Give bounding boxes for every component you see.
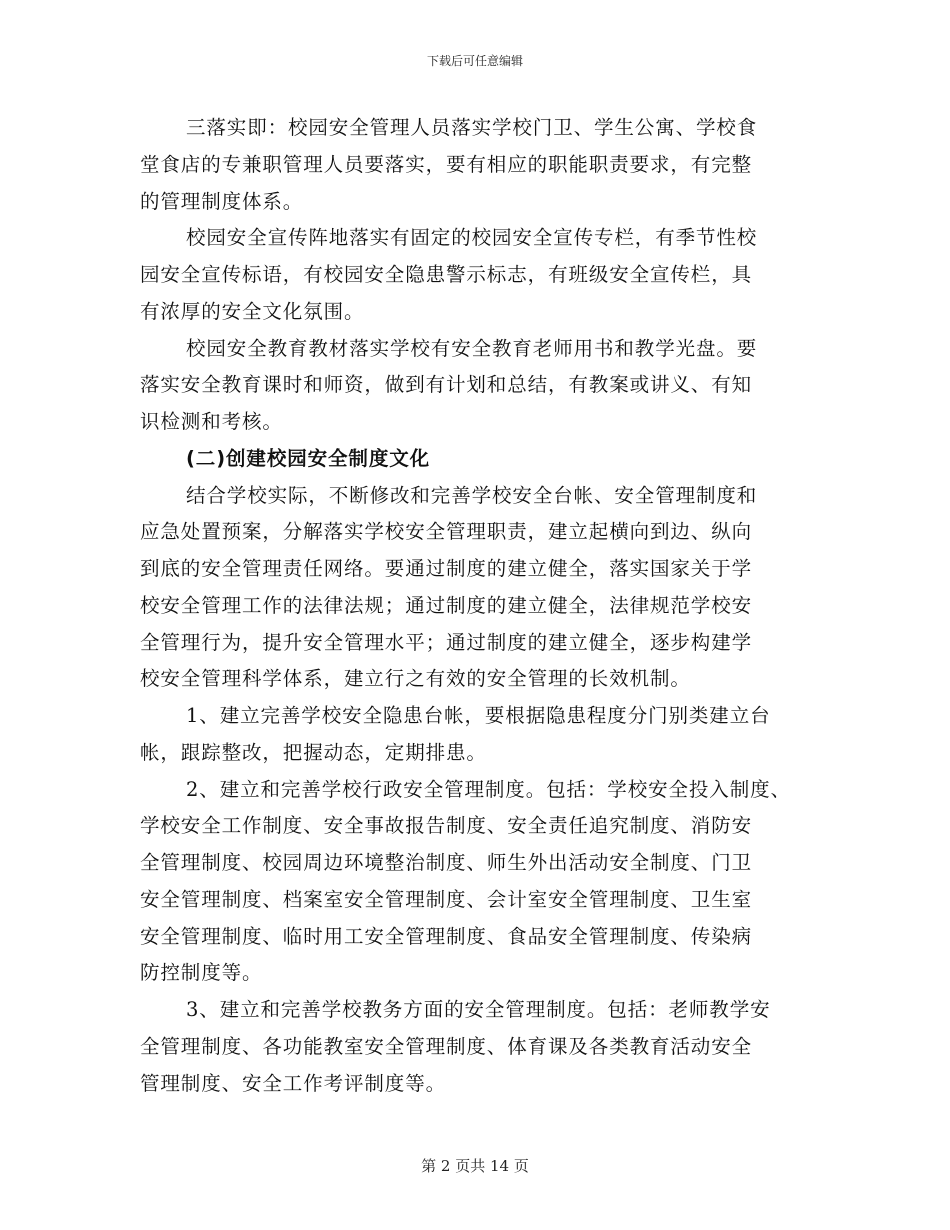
page-header: 下载后可任意编辑 <box>426 54 523 68</box>
text-line: 校园安全教育教材落实学校有安全教育老师用书和教学光盘。要 <box>186 336 758 360</box>
text-line: 安全管理制度、临时用工安全管理制度、食品安全管理制度、传染病 <box>140 924 753 948</box>
text-line: 全管理行为，提升安全管理水平；通过制度的建立健全，逐步构建学 <box>140 630 753 654</box>
text-line: 有浓厚的安全文化氛围。 <box>140 299 365 323</box>
page-number: 第 2 页共 14 页 <box>421 1157 529 1175</box>
text-line: 2、建立和完善学校行政安全管理制度。包括：学校安全投入制度、 <box>186 777 791 801</box>
text-line: 应急处置预案，分解落实学校安全管理职责，建立起横向到边、纵向 <box>140 520 753 544</box>
text-line: 的管理制度体系。 <box>140 189 304 213</box>
text-line: 3、建立和完善学校教务方面的安全管理制度。包括：老师教学安 <box>186 998 771 1021</box>
text-line: 1、建立完善学校安全隐患台帐，要根据隐患程度分门别类建立台 <box>186 704 771 727</box>
document-body <box>140 110 830 1102</box>
text-line: 校安全管理工作的法律法规；通过制度的建立健全，法律规范学校安 <box>140 593 753 617</box>
text-line: 识检测和考核。 <box>140 410 283 433</box>
text-line: 校安全管理科学体系，建立行之有效的安全管理的长效机制。 <box>140 667 691 691</box>
text-line: 落实安全教育课时和师资，做到有计划和总结，有教案或讲义、有知 <box>140 373 753 397</box>
text-line: 全管理制度、校园周边环境整治制度、师生外出活动安全制度、门卫 <box>140 851 753 874</box>
text-line: 堂食店的专兼职管理人员要落实，要有相应的职能职责要求，有完整 <box>140 152 753 176</box>
text-line: 管理制度、安全工作考评制度等。 <box>140 1071 447 1095</box>
text-line: 学校安全工作制度、安全事故报告制度、安全责任追究制度、消防安 <box>140 814 753 838</box>
text-line: 全管理制度、各功能教室安全管理制度、体育课及各类教育活动安全 <box>140 1034 753 1058</box>
text-line: 帐，跟踪整改，把握动态，定期排患。 <box>140 740 487 764</box>
section-heading: (二)创建校园安全制度文化 <box>186 446 431 470</box>
text-line: 园安全宣传标语，有校园安全隐患警示标志，有班级安全宣传栏，具 <box>140 263 753 286</box>
text-line: 三落实即：校园安全管理人员落实学校门卫、学生公寓、学校食 <box>186 116 758 139</box>
text-line: 到底的安全管理责任网络。要通过制度的建立健全，落实国家关于学 <box>140 557 753 580</box>
text-line: 校园安全宣传阵地落实有固定的校园安全宣传专栏，有季节性校 <box>186 226 758 250</box>
text-line: 安全管理制度、档案室安全管理制度、会计室安全管理制度、卫生室 <box>140 887 753 911</box>
text-line: 防控制度等。 <box>140 961 263 985</box>
text-line: 结合学校实际，不断修改和完善学校安全台帐、安全管理制度和 <box>186 483 758 507</box>
